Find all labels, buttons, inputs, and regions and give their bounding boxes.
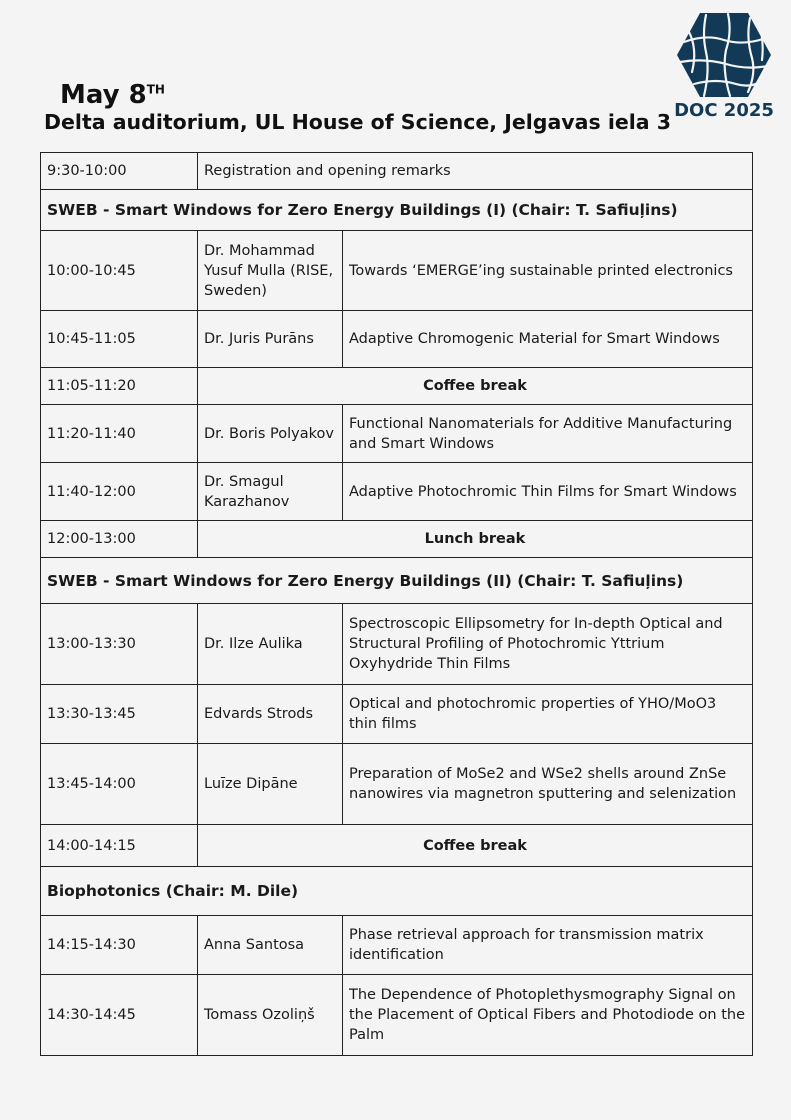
table-row xyxy=(41,153,753,190)
speaker-cell: Tomass Ozoliņš xyxy=(198,975,343,1056)
schedule-table xyxy=(40,152,753,1056)
table-row xyxy=(41,685,753,744)
talk-title-cell: Functional Nanomaterials for Additive Manufacturing and Smart Windows xyxy=(343,405,753,463)
venue-title: Delta auditorium, UL House of Science, Jelgavas iela 3 xyxy=(44,110,672,134)
table-row xyxy=(41,463,753,521)
break-row xyxy=(41,825,753,867)
time-cell: 13:00-13:30 xyxy=(41,604,198,685)
section-row xyxy=(41,558,753,604)
speaker-cell: Anna Santosa xyxy=(198,916,343,975)
time-cell: 14:15-14:30 xyxy=(41,916,198,975)
break-row xyxy=(41,521,753,558)
table-row xyxy=(41,405,753,463)
table-row xyxy=(41,916,753,975)
break-label: Lunch break xyxy=(198,521,753,558)
speaker-cell: Luīze Dipāne xyxy=(198,744,343,825)
time-cell: 11:20-11:40 xyxy=(41,405,198,463)
time-cell: 12:00-13:00 xyxy=(41,521,198,558)
talk-title-cell: Spectroscopic Ellipsometry for In-depth Optical and Structural Profiling of Photochromic Yttrium Oxyhydride Thin Films xyxy=(343,604,753,685)
time-cell: 13:30-13:45 xyxy=(41,685,198,744)
hexagon-network-logo-icon xyxy=(676,12,772,98)
logo-text: DOC 2025 xyxy=(674,100,774,121)
time-cell: 14:00-14:15 xyxy=(41,825,198,867)
table-row xyxy=(41,231,753,311)
speaker-cell: Edvards Strods xyxy=(198,685,343,744)
talk-title-cell: Preparation of MoSe2 and WSe2 shells around ZnSe nanowires via magnetron sputtering and selenization xyxy=(343,744,753,825)
speaker-cell: Dr. Juris Purāns xyxy=(198,311,343,368)
time-cell: 13:45-14:00 xyxy=(41,744,198,825)
break-label: Coffee break xyxy=(198,825,753,867)
table-row xyxy=(41,744,753,825)
talk-title-cell: Optical and photochromic properties of YHO/MoO3 thin films xyxy=(343,685,753,744)
section-row xyxy=(41,190,753,231)
talk-title-cell: Towards ‘EMERGE’ing sustainable printed electronics xyxy=(343,231,753,311)
time-cell: 9:30-10:00 xyxy=(41,153,198,190)
section-heading: SWEB - Smart Windows for Zero Energy Buildings (II) (Chair: T. Safiuļins) xyxy=(41,558,753,604)
speaker-cell: Dr. Smagul Karazhanov xyxy=(198,463,343,521)
time-cell: 14:30-14:45 xyxy=(41,975,198,1056)
time-cell: 11:05-11:20 xyxy=(41,368,198,405)
page-title xyxy=(60,80,165,110)
time-cell: 11:40-12:00 xyxy=(41,463,198,521)
date-suffix: TH xyxy=(146,82,165,97)
break-label: Coffee break xyxy=(198,368,753,405)
section-heading: SWEB - Smart Windows for Zero Energy Buildings (I) (Chair: T. Safiuļins) xyxy=(41,190,753,231)
table-row xyxy=(41,604,753,685)
section-row xyxy=(41,867,753,916)
speaker-cell: Dr. Mohammad Yusuf Mulla (RISE, Sweden) xyxy=(198,231,343,311)
table-row xyxy=(41,311,753,368)
table-row xyxy=(41,975,753,1056)
talk-title-cell: Adaptive Photochromic Thin Films for Smart Windows xyxy=(343,463,753,521)
section-heading: Biophotonics (Chair: M. Dile) xyxy=(41,867,753,916)
talk-title-cell: Phase retrieval approach for transmission matrix identification xyxy=(343,916,753,975)
speaker-cell: Dr. Boris Polyakov xyxy=(198,405,343,463)
time-cell: 10:45-11:05 xyxy=(41,311,198,368)
date-text: May 8 xyxy=(60,80,147,110)
talk-title-cell: The Dependence of Photoplethysmography Signal on the Placement of Optical Fibers and Photodiode on the Palm xyxy=(343,975,753,1056)
time-cell: 10:00-10:45 xyxy=(41,231,198,311)
speaker-cell: Dr. Ilze Aulika xyxy=(198,604,343,685)
event-cell: Registration and opening remarks xyxy=(198,153,753,190)
break-row xyxy=(41,368,753,405)
talk-title-cell: Adaptive Chromogenic Material for Smart Windows xyxy=(343,311,753,368)
